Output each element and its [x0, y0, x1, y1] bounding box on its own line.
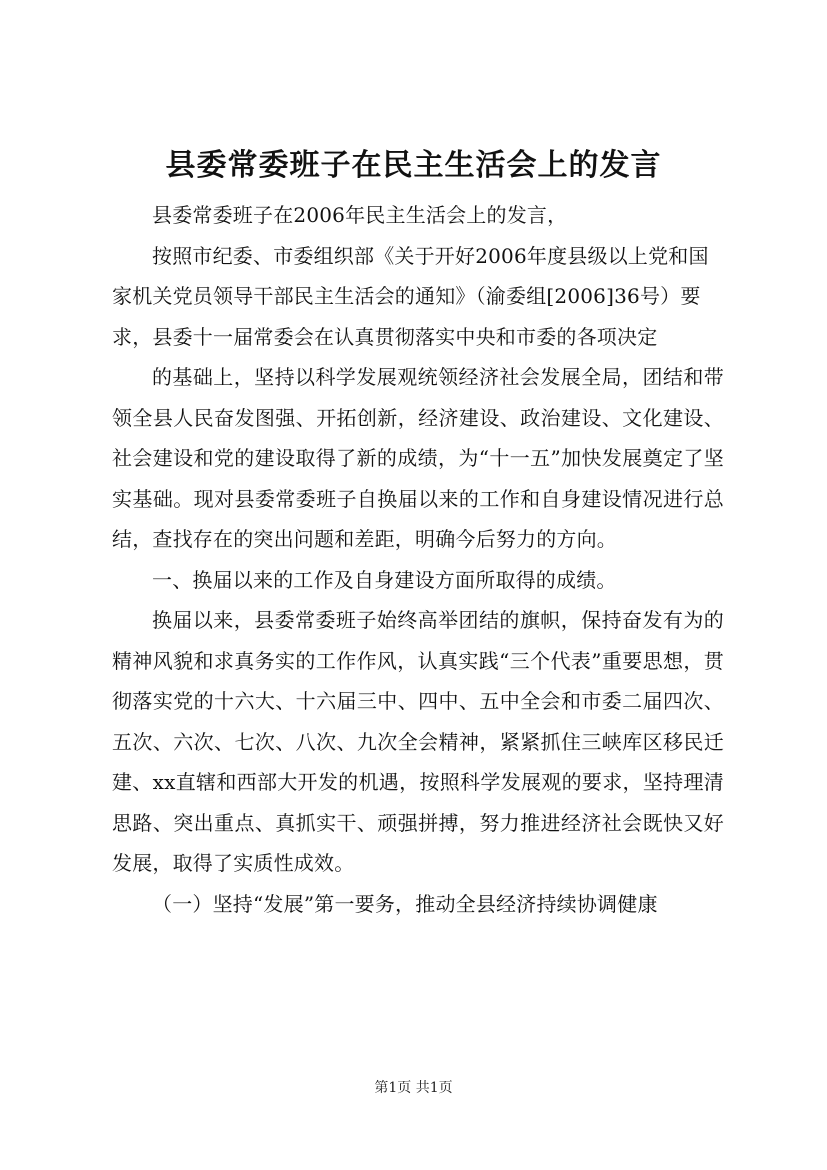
- subsection-heading-1: （一）坚持“发展”第一要务，推动全县经济持续协调健康: [152, 891, 658, 916]
- paragraph-3: 的基础上，坚持以科学发展观统领经济社会发展全局，团结和带领全县人民奋发图强、开拓创新，经济建设、政治建设、文化建设、社会建设和党的建设取得了新的成绩，为“十一五”加快发展奠定了坚实基础。现对县委常委班子自换届以来的工作和自身建设情况进行总结，查找存在的突出问题和差距，明确今后努力的方向。: [112, 365, 724, 551]
- document-title: 县委常委班子在民主生活会上的发言: [165, 148, 662, 183]
- section-heading-1: 一、换届以来的工作及自身建设方面所取得的成绩。: [152, 567, 617, 592]
- paragraph-1: 县委常委班子在2006年民主生活会上的发言，: [152, 203, 568, 227]
- paragraph-4: 换届以来，县委常委班子始终高举团结的旗帜，保持奋发有为的精神风貌和求真务实的工作作风，认真实践“三个代表”重要思想，贯彻落实党的十六大、十六届三中、四中、五中全会和市委二届四次、五次、六次、七次、八次、九次全会精神，紧紧抓住三峡库区移民迁建、xx直辖和西部大开发的机遇，按照科学发展观的要求，坚持理清思路、突出重点、真抓实干、顽强拼搏，努力推进经济社会既快又好发展，取得了实质性成效。: [112, 608, 724, 875]
- document-body: [112, 195, 724, 924]
- paragraph-2: 按照市纪委、市委组织部《关于开好2006年度县级以上党和国家机关党员领导干部民主生活会的通知》（渝委组[2006]36号）要求，县委十一届常委会在认真贯彻落实中央和市委的各项决定: [112, 243, 709, 349]
- page-number-footer: 第1页 共1页: [374, 1080, 453, 1096]
